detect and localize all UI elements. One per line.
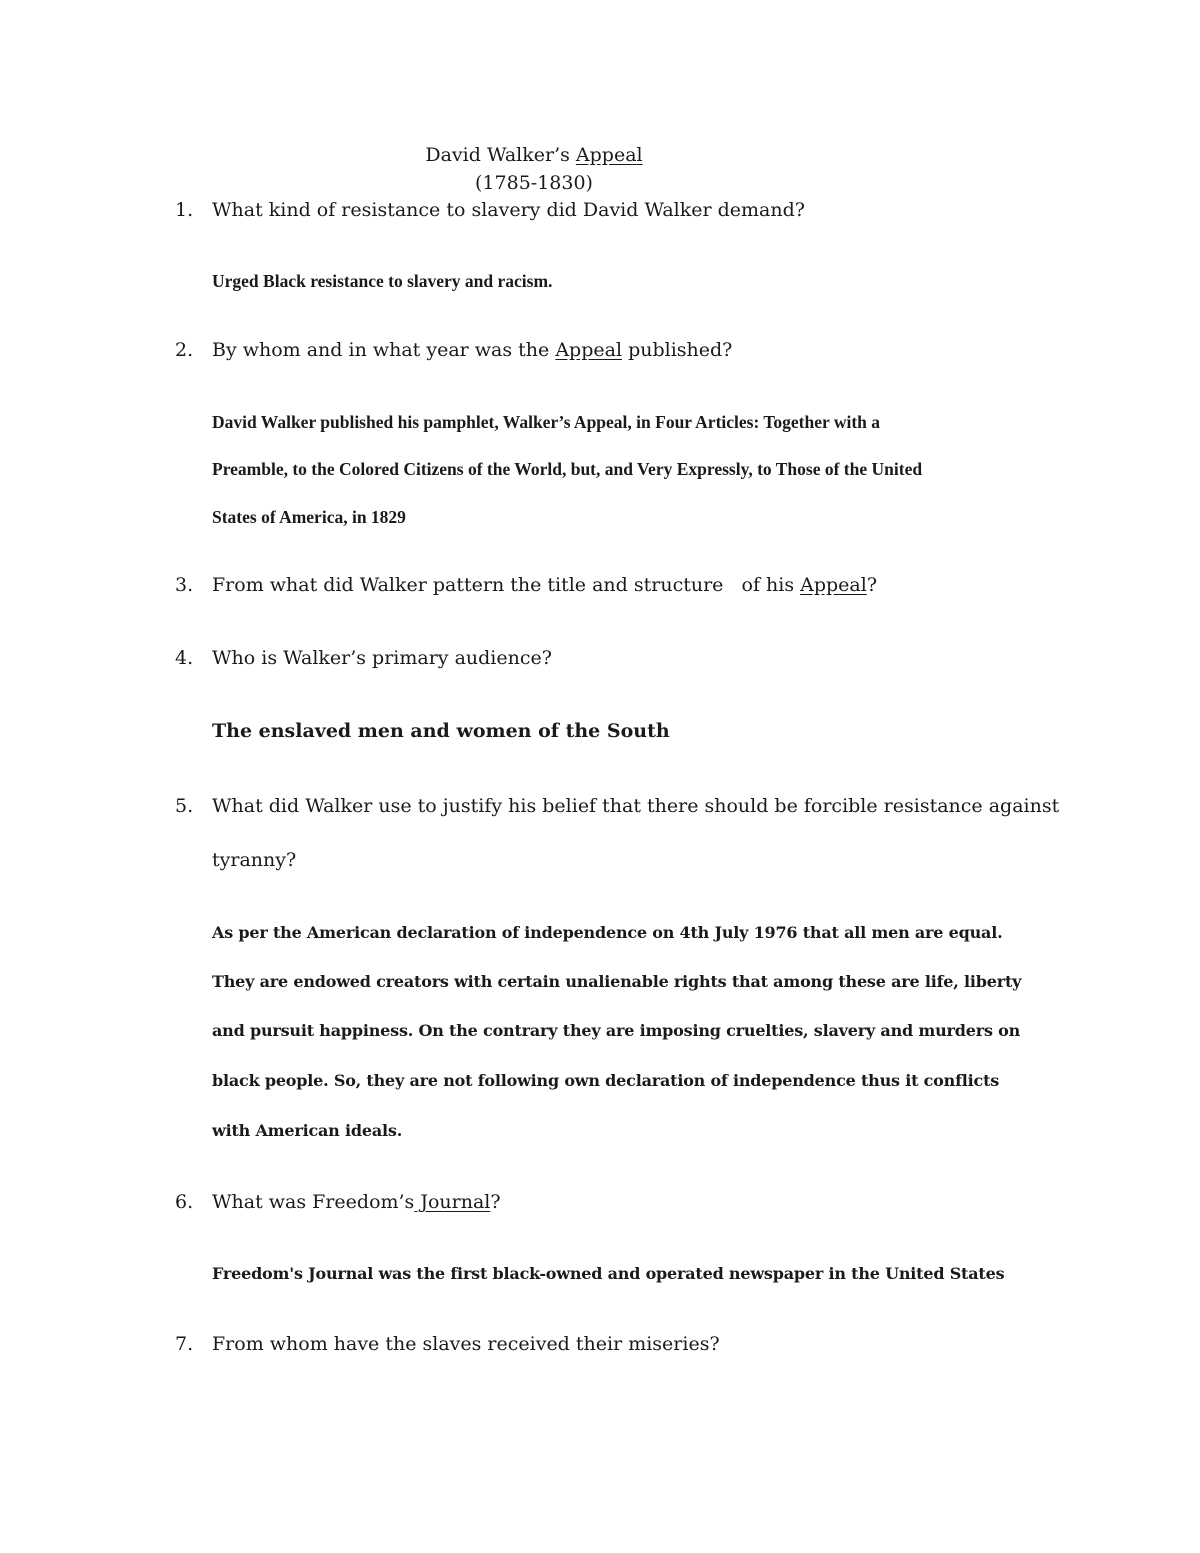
- question-text-after: published?: [622, 339, 733, 361]
- question-number: 3.: [175, 574, 194, 596]
- answer-2-line-2: Preamble, to the Colored Citizens of the World, but, and Very Expressly, to Those of the United: [212, 459, 923, 479]
- question-text-line-1: What did Walker use to justify his belief that there should be forcible resistance against: [212, 795, 1060, 817]
- question-number: 4.: [175, 647, 194, 669]
- document-title: [0, 144, 1068, 166]
- question-number: 1.: [175, 199, 194, 221]
- answer-5-line-4: black people. So, they are not following own declaration of independence thus it conflicts: [212, 1071, 1000, 1090]
- answer-6-line-1: Freedom's Journal was the first black-owned and operated newspaper in the United States: [212, 1264, 1005, 1283]
- answer-2-line-3: States of America, in 1829: [212, 507, 406, 527]
- question-number: 2.: [175, 339, 194, 361]
- question-text-before: By whom and in what year was the: [212, 339, 556, 361]
- document-dates: (1785-1830): [475, 172, 593, 194]
- question-number: 6.: [175, 1191, 194, 1213]
- answer-5-line-1: As per the American declaration of independence on 4th July 1976 that all men are equal.: [212, 923, 1003, 942]
- answer-2-line-1: David Walker published his pamphlet, Walker’s Appeal, in Four Articles: Together with a: [212, 412, 881, 432]
- answer-5-line-3: and pursuit happiness. On the contrary they are imposing cruelties, slavery and murders on: [212, 1021, 1021, 1040]
- question-text-appeal: Appeal: [555, 339, 623, 361]
- question-text-after: ?: [490, 1191, 501, 1213]
- question-text-before: What was Freedom’s: [212, 1191, 415, 1213]
- question-text-appeal: Appeal: [800, 574, 867, 596]
- answer-4-line-1: The enslaved men and women of the South: [212, 720, 670, 742]
- question-text-journal: Journal: [414, 1191, 491, 1213]
- question-text: What kind of resistance to slavery did David Walker demand?: [212, 199, 805, 221]
- question-number: 7.: [175, 1333, 194, 1355]
- question-text-before: From what did Walker pattern the title and structure of his: [212, 574, 801, 596]
- question-text-after: ?: [866, 574, 878, 596]
- question-text-line-2: tyranny?: [212, 849, 297, 871]
- answer-5-line-2: They are endowed creators with certain unalienable rights that among these are life, liberty: [212, 972, 1022, 991]
- question-text: [212, 1191, 501, 1213]
- question-text: From whom have the slaves received their miseries?: [212, 1333, 720, 1355]
- answer-5-line-5: with American ideals.: [212, 1121, 403, 1140]
- question-number: 5.: [175, 795, 194, 817]
- title-prefix: David Walker’s: [425, 144, 576, 166]
- question-text: [212, 574, 877, 596]
- question-text: Who is Walker’s primary audience?: [212, 647, 552, 669]
- title-appeal: Appeal: [575, 144, 643, 166]
- question-text: [212, 339, 732, 361]
- answer-1-line-1: Urged Black resistance to slavery and racism.: [212, 271, 553, 291]
